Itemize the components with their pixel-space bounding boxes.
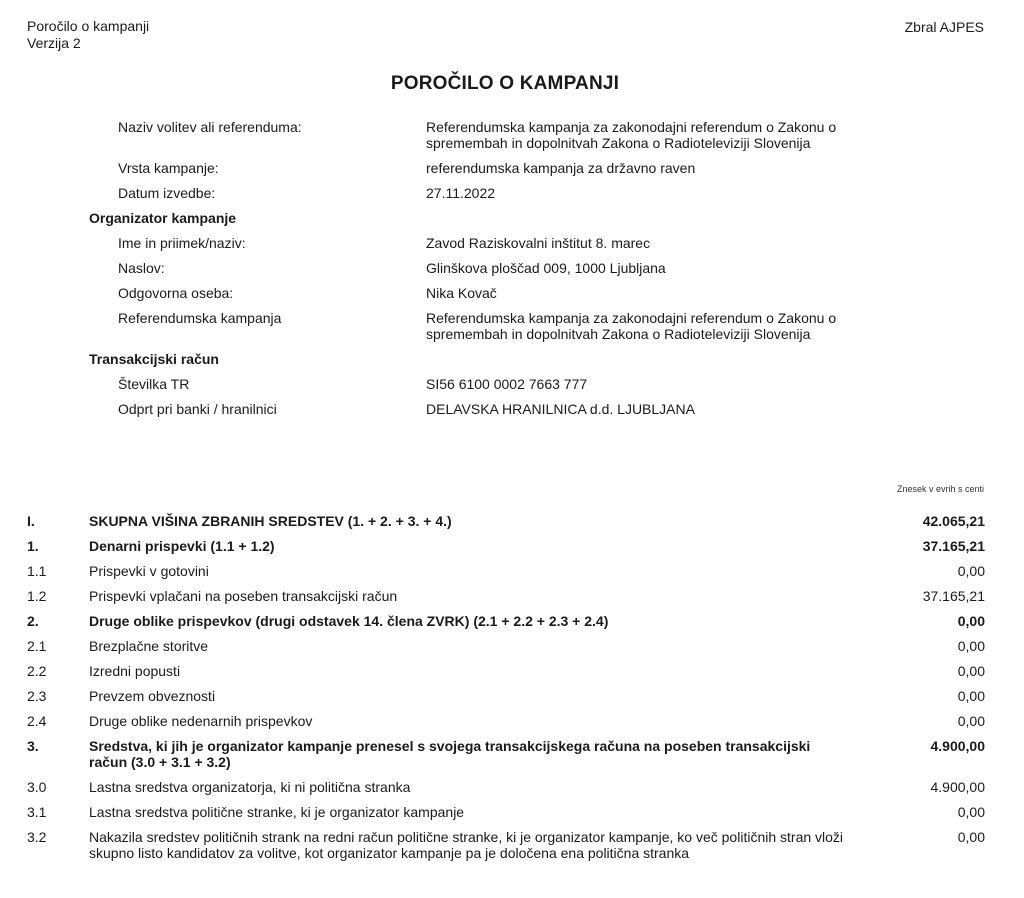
section-organizer: Organizator kampanje: [89, 210, 237, 226]
row-amount: 0,00: [957, 663, 985, 679]
table-row: [0, 638, 1024, 654]
info-label: Naziv volitev ali referenduma:: [118, 119, 302, 135]
table-row: [0, 663, 1024, 679]
table-row: [0, 613, 1024, 629]
row-number: 2.1: [27, 638, 47, 654]
table-row: [0, 688, 1024, 704]
row-description: Denarni prispevki (1.1 + 1.2): [89, 538, 275, 554]
info-value: Zavod Raziskovalni inštitut 8. marec: [426, 235, 651, 251]
financial-table: [0, 513, 1024, 870]
info-row-org-name: [0, 235, 1024, 251]
table-row: [0, 829, 1024, 861]
row-amount: 0,00: [957, 688, 985, 704]
info-row-responsible: [0, 285, 1024, 301]
unit-note: Znesek v evrih s centi: [896, 484, 984, 494]
table-row: [0, 738, 1024, 770]
row-number: 2.4: [27, 713, 47, 729]
row-description: Prispevki vplačani na poseben transakcijski račun: [89, 588, 398, 604]
row-amount: 0,00: [957, 613, 985, 629]
row-amount: 4.900,00: [930, 738, 985, 754]
compiled-by: Zbral AJPES: [904, 19, 984, 35]
row-number: I.: [27, 513, 35, 529]
row-description: SKUPNA VIŠINA ZBRANIH SREDSTEV (1. + 2. + 3. + 4.): [89, 513, 452, 529]
row-description: Prispevki v gotovini: [89, 563, 209, 579]
row-number: 3.: [27, 738, 39, 754]
row-description: Izredni popusti: [89, 663, 181, 679]
row-number: 2.2: [27, 663, 47, 679]
row-description: Prevzem obveznosti: [89, 688, 216, 704]
row-description: Lastna sredstva organizatorja, ki ni politična stranka: [89, 779, 411, 795]
table-row: [0, 779, 1024, 795]
row-amount: 4.900,00: [930, 779, 985, 795]
info-value: Referendumska kampanja za zakonodajni referendum o Zakonu o spremembah in dopolnitvah Zakona o Radioteleviziji Slovenija: [426, 310, 837, 342]
row-number: 2.3: [27, 688, 47, 704]
row-description: Nakazila sredstev političnih strank na redni račun politične stranke, ki je organizator kampanje, ko več političnih stran vloži skupno listo kandidatov za volitve, kot organizator kampanje pa je določena ena politična stranka: [89, 829, 844, 861]
info-label: Naslov:: [118, 260, 165, 276]
info-label: Ime in priimek/naziv:: [118, 235, 246, 251]
row-number: 1.1: [27, 563, 47, 579]
info-row-date: [0, 185, 1024, 201]
info-label: Referendumska kampanja: [118, 310, 282, 326]
info-label: Vrsta kampanje:: [118, 160, 219, 176]
row-amount: 0,00: [957, 829, 985, 845]
info-value: SI56 6100 0002 7663 777: [426, 376, 588, 392]
row-number: 3.1: [27, 804, 47, 820]
table-row: [0, 563, 1024, 579]
info-row-campaign-type: [0, 160, 1024, 176]
row-number: 3.0: [27, 779, 47, 795]
row-amount: 0,00: [957, 804, 985, 820]
row-description: Lastna sredstva politične stranke, ki je organizator kampanje: [89, 804, 465, 820]
row-amount: 42.065,21: [922, 513, 985, 529]
table-row: [0, 713, 1024, 729]
row-amount: 0,00: [957, 563, 985, 579]
table-row: [0, 538, 1024, 554]
info-row-address: [0, 260, 1024, 276]
document-version: Verzija 2: [27, 35, 81, 51]
page-title: POROČILO O KAMPANJI: [390, 73, 620, 94]
row-amount: 37.165,21: [922, 588, 985, 604]
row-number: 1.: [27, 538, 39, 554]
row-description: Brezplačne storitve: [89, 638, 209, 654]
row-amount: 37.165,21: [922, 538, 985, 554]
row-description: Druge oblike prispevkov (drugi odstavek 14. člena ZVRK) (2.1 + 2.2 + 2.3 + 2.4): [89, 613, 609, 629]
info-row-account-no: [0, 376, 1024, 392]
row-number: 2.: [27, 613, 39, 629]
section-account: Transakcijski račun: [89, 351, 219, 367]
campaign-info: [0, 119, 1024, 426]
document-header: [27, 18, 149, 52]
info-value: 27.11.2022: [426, 185, 496, 201]
row-amount: 0,00: [957, 713, 985, 729]
document-name: Poročilo o kampanji: [27, 18, 150, 34]
info-row-ref-campaign: [0, 310, 1024, 342]
info-value: Referendumska kampanja za zakonodajni referendum o Zakonu o spremembah in dopolnitvah Zakona o Radioteleviziji Slovenija: [426, 119, 837, 151]
table-row: [0, 513, 1024, 529]
info-value: referendumska kampanja za državno raven: [426, 160, 696, 176]
info-label: Odgovorna oseba:: [118, 285, 234, 301]
info-label: Odprt pri banki / hranilnici: [118, 401, 277, 417]
info-row-election-name: [0, 119, 1024, 151]
info-value: Glinškova ploščad 009, 1000 Ljubljana: [426, 260, 666, 276]
info-value: Nika Kovač: [426, 285, 497, 301]
row-amount: 0,00: [957, 638, 985, 654]
info-label: Številka TR: [118, 376, 190, 392]
info-label: Datum izvedbe:: [118, 185, 216, 201]
row-description: Druge oblike nedenarnih prispevkov: [89, 713, 313, 729]
table-row: [0, 804, 1024, 820]
row-number: 3.2: [27, 829, 47, 845]
row-number: 1.2: [27, 588, 47, 604]
table-row: [0, 588, 1024, 604]
info-row-bank: [0, 401, 1024, 417]
row-description: Sredstva, ki jih je organizator kampanje prenesel s svojega transakcijskega računa na poseben transakcijski račun (3.0 + 3.1 + 3.2): [89, 738, 811, 770]
info-value: DELAVSKA HRANILNICA d.d. LJUBLJANA: [426, 401, 695, 417]
